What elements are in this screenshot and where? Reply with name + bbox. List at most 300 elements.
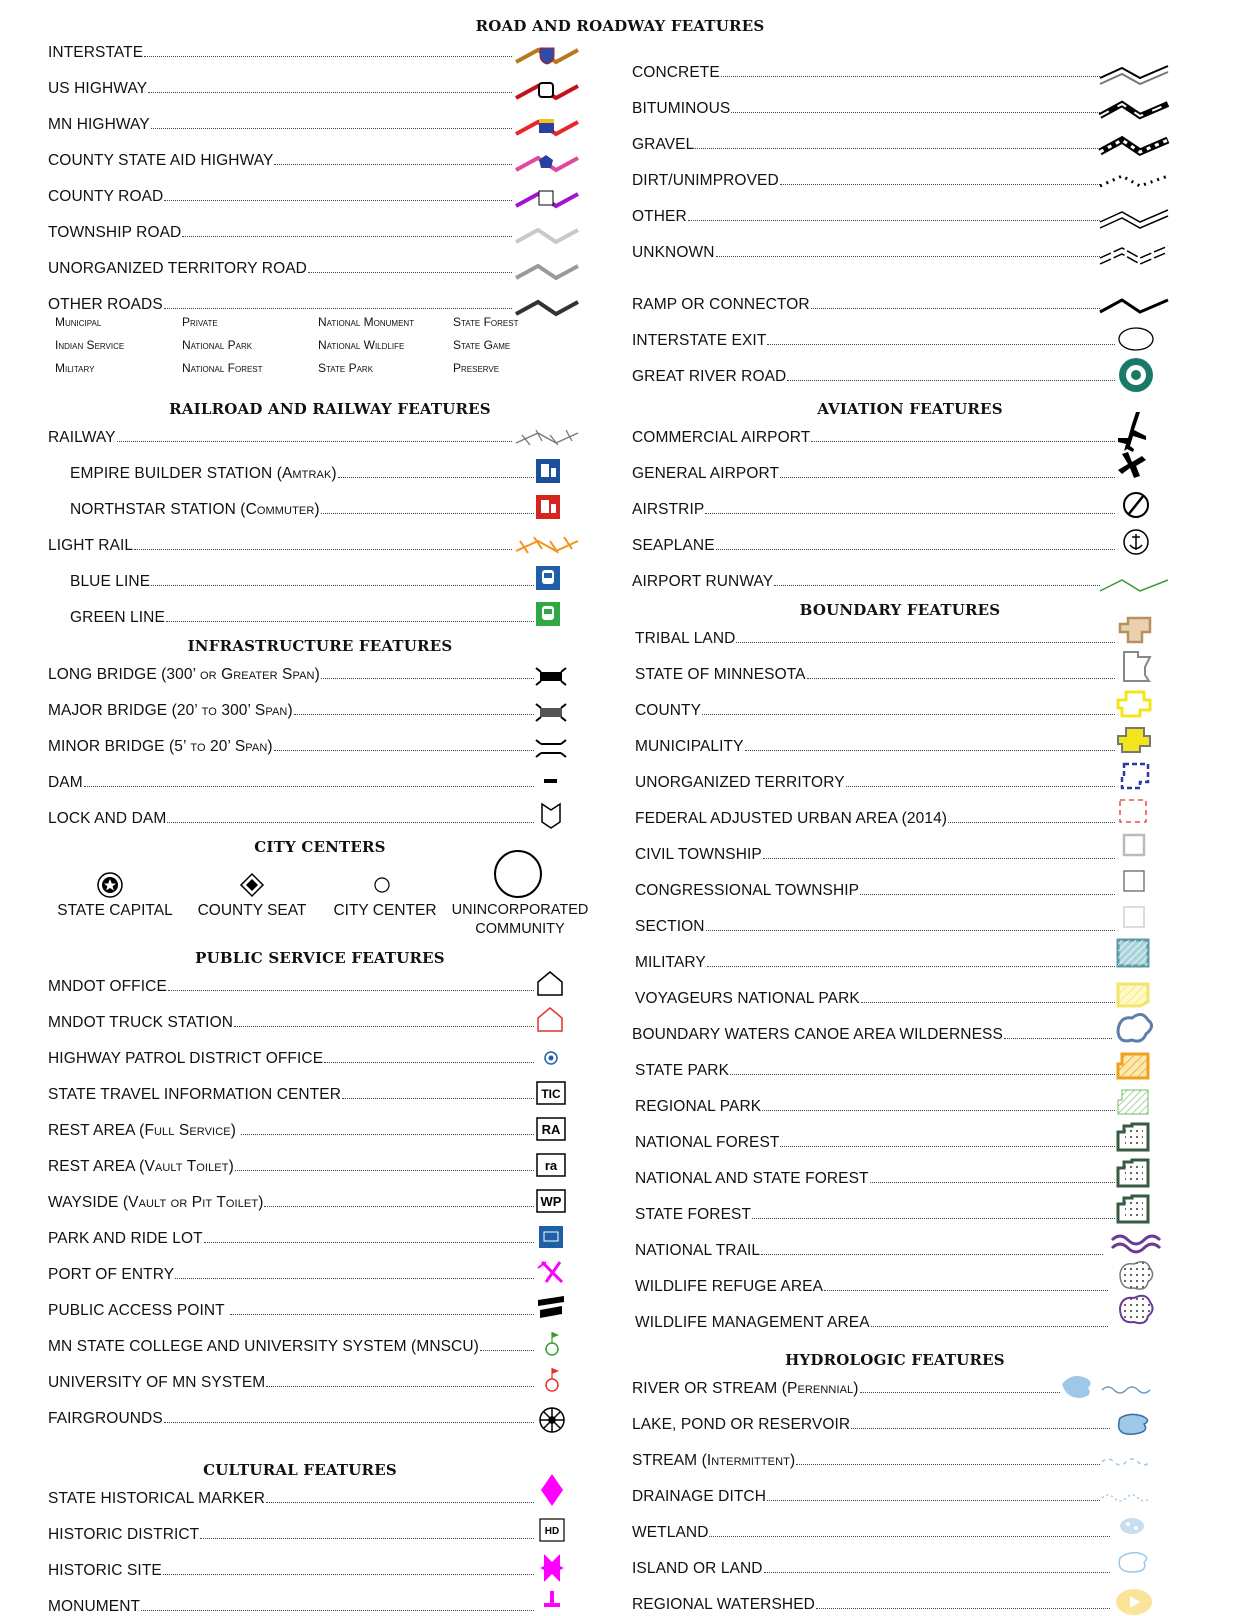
unknown-surface-line-icon <box>1100 246 1168 264</box>
leader-dots <box>761 1254 1103 1255</box>
municipality-icon <box>1118 728 1150 752</box>
legend-row-dirt <box>632 168 1102 190</box>
subcat-municipal: Municipal <box>55 315 102 329</box>
label: WILDLIFE MANAGEMENT AREA <box>635 1314 870 1331</box>
legend-row-intermittent-stream <box>632 1448 1102 1470</box>
leader-dots <box>824 1290 1108 1291</box>
legend-row-gravel <box>632 132 1102 154</box>
leader-dots <box>308 272 512 273</box>
leader-dots <box>948 822 1115 823</box>
legend-row-wildlife-refuge <box>635 1274 1110 1296</box>
badge-text: WP <box>540 1194 562 1209</box>
city-label-community: COMMUNITY <box>475 921 565 937</box>
legend-row-mnscu <box>48 1334 536 1356</box>
leader-dots <box>134 549 512 550</box>
legend-row-truck-station <box>48 1010 536 1032</box>
subcat-military: Military <box>55 361 95 375</box>
leader-dots <box>811 308 1100 309</box>
legend-row-state-forest <box>635 1202 1117 1224</box>
label: MINOR BRIDGE (5’ to 20’ Span) <box>48 738 273 755</box>
leader-dots <box>736 642 1115 643</box>
label: WILDLIFE REFUGE AREA <box>635 1278 824 1295</box>
leader-dots <box>780 184 1100 185</box>
leader-dots <box>182 236 512 237</box>
light-rail-line-icon <box>516 537 578 553</box>
subcat-state-park: State Park <box>318 361 374 375</box>
legend-row-empire-builder <box>70 461 536 483</box>
leader-dots <box>266 1502 534 1503</box>
leader-dots <box>706 930 1115 931</box>
subcat-national-monument: National Monument <box>318 315 415 329</box>
legend-row-drainage-ditch <box>632 1484 1102 1506</box>
label: REST AREA (Vault Toilet) <box>48 1158 234 1175</box>
wildlife-refuge-icon <box>1120 1262 1153 1289</box>
header-road: ROAD AND ROADWAY FEATURES <box>475 17 765 35</box>
legend-row-runway <box>632 569 1102 591</box>
leader-dots <box>707 966 1115 967</box>
leader-dots <box>324 1062 534 1063</box>
label: RAILWAY <box>48 429 116 446</box>
dam-icon <box>544 779 557 783</box>
park-and-ride-icon <box>539 1226 563 1248</box>
label: AIRSTRIP <box>632 501 705 518</box>
legend-row-minor-bridge <box>48 734 536 756</box>
badge-text: RA <box>541 1122 561 1137</box>
label: MONUMENT <box>48 1598 141 1615</box>
label: VOYAGEURS NATIONAL PARK <box>635 990 860 1007</box>
legend-row-county-road <box>48 184 514 206</box>
legend-row-rest-area-full <box>48 1118 536 1140</box>
leader-dots <box>342 1098 534 1099</box>
header-cultural: CULTURAL FEATURES <box>203 1461 397 1479</box>
badge-text: TIC <box>541 1087 561 1101</box>
township-road-line-icon <box>516 230 578 242</box>
leader-dots <box>168 990 534 991</box>
leader-dots <box>730 1074 1115 1075</box>
legend-row-historic-district <box>48 1522 536 1544</box>
leader-dots <box>204 1242 534 1243</box>
section-icon <box>1124 907 1144 927</box>
header-city-centers: CITY CENTERS <box>254 838 386 856</box>
legend-row-seaplane <box>632 533 1117 555</box>
legend-row-port-of-entry <box>48 1262 536 1284</box>
legend-row-dam <box>48 770 536 792</box>
gravel-line-icon <box>1100 140 1168 152</box>
legend-row-railway <box>48 425 514 447</box>
river-icon <box>1062 1376 1150 1398</box>
leader-dots <box>767 1500 1100 1501</box>
leader-dots <box>141 1610 534 1611</box>
state-forest-icon <box>1118 1196 1148 1222</box>
legend-row-island <box>632 1556 1112 1578</box>
truck-station-icon <box>538 1008 562 1031</box>
legend-row-light-rail <box>48 533 514 555</box>
legend-row-interstate <box>48 40 514 62</box>
monument-icon <box>544 1591 560 1607</box>
legend-row-major-bridge <box>48 698 536 720</box>
leader-dots <box>716 256 1101 257</box>
road-symbols <box>510 40 590 325</box>
header-infrastructure: INFRASTRUCTURE FEATURES <box>187 637 453 655</box>
leader-dots <box>763 858 1115 859</box>
ramp-line-icon <box>1100 300 1168 312</box>
congressional-township-icon <box>1124 871 1144 891</box>
subcat-national-forest: National Forest <box>182 361 263 375</box>
major-bridge-icon <box>536 704 566 721</box>
leader-dots <box>870 1182 1115 1183</box>
leader-dots <box>164 1422 534 1423</box>
other-surface-line-icon <box>1100 210 1168 228</box>
label: MNDOT OFFICE <box>48 978 167 995</box>
legend-row-lake <box>632 1412 1112 1434</box>
port-of-entry-icon <box>538 1262 562 1282</box>
leader-dots <box>148 92 512 93</box>
label: OTHER <box>632 208 687 225</box>
subcat-national-wildlife: National Wildlife <box>318 338 405 352</box>
label: GENERAL AIRPORT <box>632 465 780 482</box>
fairgrounds-icon <box>540 1408 564 1432</box>
label: CONGRESSIONAL TOWNSHIP <box>635 882 860 899</box>
legend-row-general-airport <box>632 461 1117 483</box>
legend-row-csah <box>48 148 514 170</box>
legend-row-wayside <box>48 1190 536 1212</box>
general-airport-icon <box>1118 452 1146 478</box>
state-capital-icon <box>98 873 122 897</box>
travel-info-badge <box>537 1082 565 1104</box>
boundary-symbols <box>1110 612 1180 1342</box>
city-label-county-seat: COUNTY SEAT <box>197 902 307 919</box>
legend-row-long-bridge <box>48 662 536 684</box>
drainage-ditch-icon <box>1102 1495 1150 1501</box>
legend-row-us-highway <box>48 76 514 98</box>
regional-park-icon <box>1118 1090 1148 1114</box>
u-of-mn-icon <box>546 1368 559 1391</box>
leader-dots <box>167 822 534 823</box>
island-icon <box>1119 1553 1146 1572</box>
leader-dots <box>321 513 534 514</box>
blue-line-station-icon <box>536 566 560 590</box>
lock-and-dam-icon <box>542 804 560 828</box>
leader-dots <box>787 380 1115 381</box>
label: GREEN LINE <box>70 609 165 626</box>
historical-marker-icon <box>541 1474 563 1506</box>
header-railroad: RAILROAD AND RAILWAY FEATURES <box>169 400 491 418</box>
label: INTERSTATE EXIT <box>632 332 767 349</box>
subcat-preserve: Preserve <box>453 361 500 375</box>
city-label-state-capital: STATE CAPITAL <box>57 902 173 919</box>
public-access-icon <box>538 1296 564 1318</box>
leader-dots <box>860 894 1115 895</box>
unorganized-territory-icon <box>1122 764 1148 788</box>
mnscu-icon <box>546 1332 559 1355</box>
legend-row-municipality <box>635 734 1117 756</box>
national-forest-icon <box>1118 1124 1148 1150</box>
legend-row-voyageurs <box>635 986 1117 1008</box>
label: US HIGHWAY <box>48 80 148 97</box>
historic-district-badge <box>540 1519 564 1541</box>
label: BITUMINOUS <box>632 100 731 117</box>
airstrip-icon <box>1124 493 1148 517</box>
label: FEDERAL ADJUSTED URBAN AREA (2014) <box>635 810 948 827</box>
legend-row-blue-line <box>70 569 536 591</box>
legend-row-bwcaw <box>632 1022 1114 1044</box>
leader-dots <box>702 714 1115 715</box>
runway-line-icon <box>1100 580 1168 591</box>
leader-dots <box>200 1538 534 1539</box>
rail-symbols <box>510 425 590 635</box>
interstate-exit-icon <box>1119 328 1153 350</box>
label: ISLAND OR LAND <box>632 1560 763 1577</box>
unorganized-road-line-icon <box>516 266 578 278</box>
legend-row-unorganized-road <box>48 256 514 278</box>
rest-area-full-badge <box>537 1118 565 1140</box>
badge-text: ra <box>544 1158 558 1173</box>
label: LIGHT RAIL <box>48 537 134 554</box>
subcat-national-park: National Park <box>182 338 253 352</box>
label: OTHER ROADS <box>48 296 163 313</box>
label: COUNTY <box>635 702 702 719</box>
legend-row-concrete <box>632 60 1102 82</box>
label: GREAT RIVER ROAD <box>632 368 787 385</box>
label: HISTORIC DISTRICT <box>48 1526 200 1543</box>
label: LONG BRIDGE (300’ or Greater Span) <box>48 666 320 683</box>
label: RAMP OR CONNECTOR <box>632 296 810 313</box>
leader-dots <box>266 1386 534 1387</box>
urban-area-icon <box>1120 800 1146 822</box>
label: SEAPLANE <box>632 537 715 554</box>
label: DRAINAGE DITCH <box>632 1488 767 1505</box>
legend-row-fairgrounds <box>48 1406 536 1428</box>
legend-row-patrol-office <box>48 1046 536 1068</box>
label: HISTORIC SITE <box>48 1562 162 1579</box>
leader-dots <box>871 1326 1108 1327</box>
wma-icon <box>1120 1296 1153 1323</box>
label: STATE HISTORICAL MARKER <box>48 1490 266 1507</box>
legend-row-great-river-road <box>632 364 1117 386</box>
legend-row-watershed <box>632 1592 1112 1614</box>
tribal-land-icon <box>1120 618 1150 642</box>
label: MN HIGHWAY <box>48 116 150 133</box>
label: RIVER OR STREAM (Perennial) <box>632 1380 859 1397</box>
city-center-icon <box>375 878 389 892</box>
label: LAKE, POND OR RESERVOIR <box>632 1416 851 1433</box>
legend-row-historic-site <box>48 1558 536 1580</box>
legend-row-civil-township <box>635 842 1117 864</box>
legend-row-wma <box>635 1310 1110 1332</box>
leader-dots <box>480 1350 534 1351</box>
header-aviation: AVIATION FEATURES <box>817 400 1003 418</box>
leader-dots <box>84 786 534 787</box>
leader-dots <box>861 1002 1115 1003</box>
legend-row-northstar <box>70 497 536 519</box>
commuter-station-icon <box>536 495 560 519</box>
national-trail-icon <box>1112 1236 1160 1252</box>
great-river-road-icon <box>1119 358 1153 392</box>
legend-row-county <box>635 698 1117 720</box>
legend-row-travel-info <box>48 1082 536 1104</box>
hydrologic-symbols <box>1058 1370 1178 1615</box>
leader-dots <box>230 1314 534 1315</box>
label: NATIONAL FOREST <box>635 1134 780 1151</box>
leader-dots <box>807 678 1115 679</box>
wetland-icon <box>1120 1518 1144 1534</box>
label: SECTION <box>635 918 705 935</box>
label: STREAM (Intermittent) <box>632 1452 796 1469</box>
leader-dots <box>796 1464 1100 1465</box>
legend-row-monument <box>48 1594 536 1616</box>
cultural-symbols <box>534 1470 574 1615</box>
watershed-icon <box>1116 1589 1152 1615</box>
lake-icon <box>1119 1414 1148 1434</box>
legend-row-public-access <box>48 1298 536 1320</box>
military-icon <box>1118 940 1148 966</box>
label: CIVIL TOWNSHIP <box>635 846 762 863</box>
public-service-symbols <box>534 968 574 1438</box>
label: GRAVEL <box>632 136 695 153</box>
leader-dots <box>164 200 512 201</box>
label: DAM <box>48 774 83 791</box>
label: TRIBAL LAND <box>635 630 736 647</box>
label: STATE TRAVEL INFORMATION CENTER <box>48 1086 342 1103</box>
leader-dots <box>767 344 1115 345</box>
mndot-office-icon <box>538 972 562 995</box>
legend-row-tribal-land <box>635 626 1117 648</box>
legend-row-mndot-office <box>48 974 536 996</box>
leader-dots <box>234 1026 534 1027</box>
label: NORTHSTAR STATION (Commuter) <box>70 501 320 518</box>
label: MN STATE COLLEGE AND UNIVERSITY SYSTEM (MNSCU) <box>48 1338 479 1355</box>
legend-row-township-road <box>48 220 514 242</box>
leader-dots <box>294 714 534 715</box>
legend-row-section <box>635 914 1117 936</box>
legend-row-wetland <box>632 1520 1112 1542</box>
legend-row-ramp <box>632 292 1102 314</box>
county-road-shield-icon <box>539 191 553 205</box>
patrol-office-icon <box>545 1052 557 1064</box>
csah-shield-icon <box>539 155 553 168</box>
label: DIRT/UNIMPROVED <box>632 172 779 189</box>
city-label-city-center: CITY CENTER <box>333 902 437 919</box>
other-roads-line-icon <box>516 302 578 314</box>
leader-dots <box>811 441 1115 442</box>
legend-row-u-of-mn <box>48 1370 536 1392</box>
leader-dots <box>752 1218 1115 1219</box>
leader-dots <box>745 750 1115 751</box>
leader-dots <box>241 1134 534 1135</box>
label: INTERSTATE <box>48 44 144 61</box>
label: UNORGANIZED TERRITORY <box>635 774 845 791</box>
label: STATE FOREST <box>635 1206 752 1223</box>
national-and-state-forest-icon <box>1118 1160 1148 1186</box>
legend-row-congressional-township <box>635 878 1117 900</box>
leader-dots <box>774 585 1100 586</box>
leader-dots <box>780 477 1115 478</box>
leader-dots <box>688 220 1100 221</box>
us-shield-icon <box>539 83 553 97</box>
county-seat-icon <box>241 874 263 896</box>
legend-row-unorganized-territory <box>635 770 1117 792</box>
label: WAYSIDE (Vault or Pit Toilet) <box>48 1194 264 1211</box>
interstate-shield-icon <box>540 48 554 64</box>
legend-row-green-line <box>70 605 536 627</box>
header-boundary: BOUNDARY FEATURES <box>799 601 1001 619</box>
legend-row-lock-and-dam <box>48 806 536 828</box>
leader-dots <box>731 112 1100 113</box>
aviation-symbols <box>1096 404 1176 604</box>
label: UNIVERSITY OF MN SYSTEM <box>48 1374 266 1391</box>
legend-row-unknown-surface <box>632 240 1102 262</box>
leader-dots <box>164 308 512 309</box>
county-icon <box>1118 692 1150 716</box>
legend-row-park-and-ride <box>48 1226 536 1248</box>
voyageurs-icon <box>1118 984 1148 1006</box>
label: COUNTY STATE AID HIGHWAY <box>48 152 274 169</box>
bwcaw-icon <box>1118 1014 1152 1041</box>
label: CONCRETE <box>632 64 720 81</box>
concrete-line-icon <box>1100 66 1168 84</box>
leader-dots <box>151 585 534 586</box>
subcat-state-forest: State Forest <box>453 315 519 329</box>
header-public-service: PUBLIC SERVICE FEATURES <box>195 949 445 967</box>
commercial-airport-icon <box>1118 412 1146 452</box>
label: PORT OF ENTRY <box>48 1266 175 1283</box>
dirt-line-icon <box>1100 176 1168 186</box>
misc-road-symbols <box>1096 290 1176 395</box>
bituminous-line-icon <box>1100 104 1168 116</box>
label: BLUE LINE <box>70 573 151 590</box>
seaplane-icon <box>1124 530 1148 554</box>
leader-dots <box>175 1278 534 1279</box>
label: COUNTY ROAD <box>48 188 164 205</box>
subcat-state-game: State Game <box>453 338 511 352</box>
wayside-badge <box>537 1190 565 1212</box>
label: LOCK AND DAM <box>48 810 167 827</box>
leader-dots <box>716 549 1115 550</box>
legend-row-river <box>632 1376 1062 1398</box>
leader-dots <box>321 678 534 679</box>
legend-row-historical-marker <box>48 1486 536 1508</box>
leader-dots <box>721 76 1100 77</box>
header-hydrologic: HYDROLOGIC FEATURES <box>785 1351 1005 1369</box>
label: UNKNOWN <box>632 244 715 261</box>
legend-row-national-trail <box>635 1238 1105 1260</box>
leader-dots <box>274 750 534 751</box>
surface-symbols <box>1096 56 1176 271</box>
leader-dots <box>762 1110 1115 1111</box>
label: REGIONAL PARK <box>635 1098 762 1115</box>
legend-row-mn-highway <box>48 112 514 134</box>
legend-row-state-park <box>635 1058 1117 1080</box>
legend-row-bituminous <box>632 96 1102 118</box>
leader-dots <box>695 148 1100 149</box>
label: MUNICIPALITY <box>635 738 744 755</box>
label: WETLAND <box>632 1524 709 1541</box>
civil-township-icon <box>1124 835 1144 855</box>
leader-dots <box>846 786 1115 787</box>
leader-dots <box>860 1392 1060 1393</box>
leader-dots <box>274 164 512 165</box>
legend-row-other-surface <box>632 204 1102 226</box>
label: MNDOT TRUCK STATION <box>48 1014 234 1031</box>
amtrak-station-icon <box>536 459 560 483</box>
leader-dots <box>709 1536 1110 1537</box>
railway-line-icon <box>516 430 578 445</box>
label: EMPIRE BUILDER STATION (Amtrak) <box>70 465 337 482</box>
leader-dots <box>144 56 512 57</box>
city-label-unincorporated: UNINCORPORATED <box>451 902 589 918</box>
badge-text: HD <box>544 1526 560 1537</box>
label: REGIONAL WATERSHED <box>632 1596 815 1613</box>
